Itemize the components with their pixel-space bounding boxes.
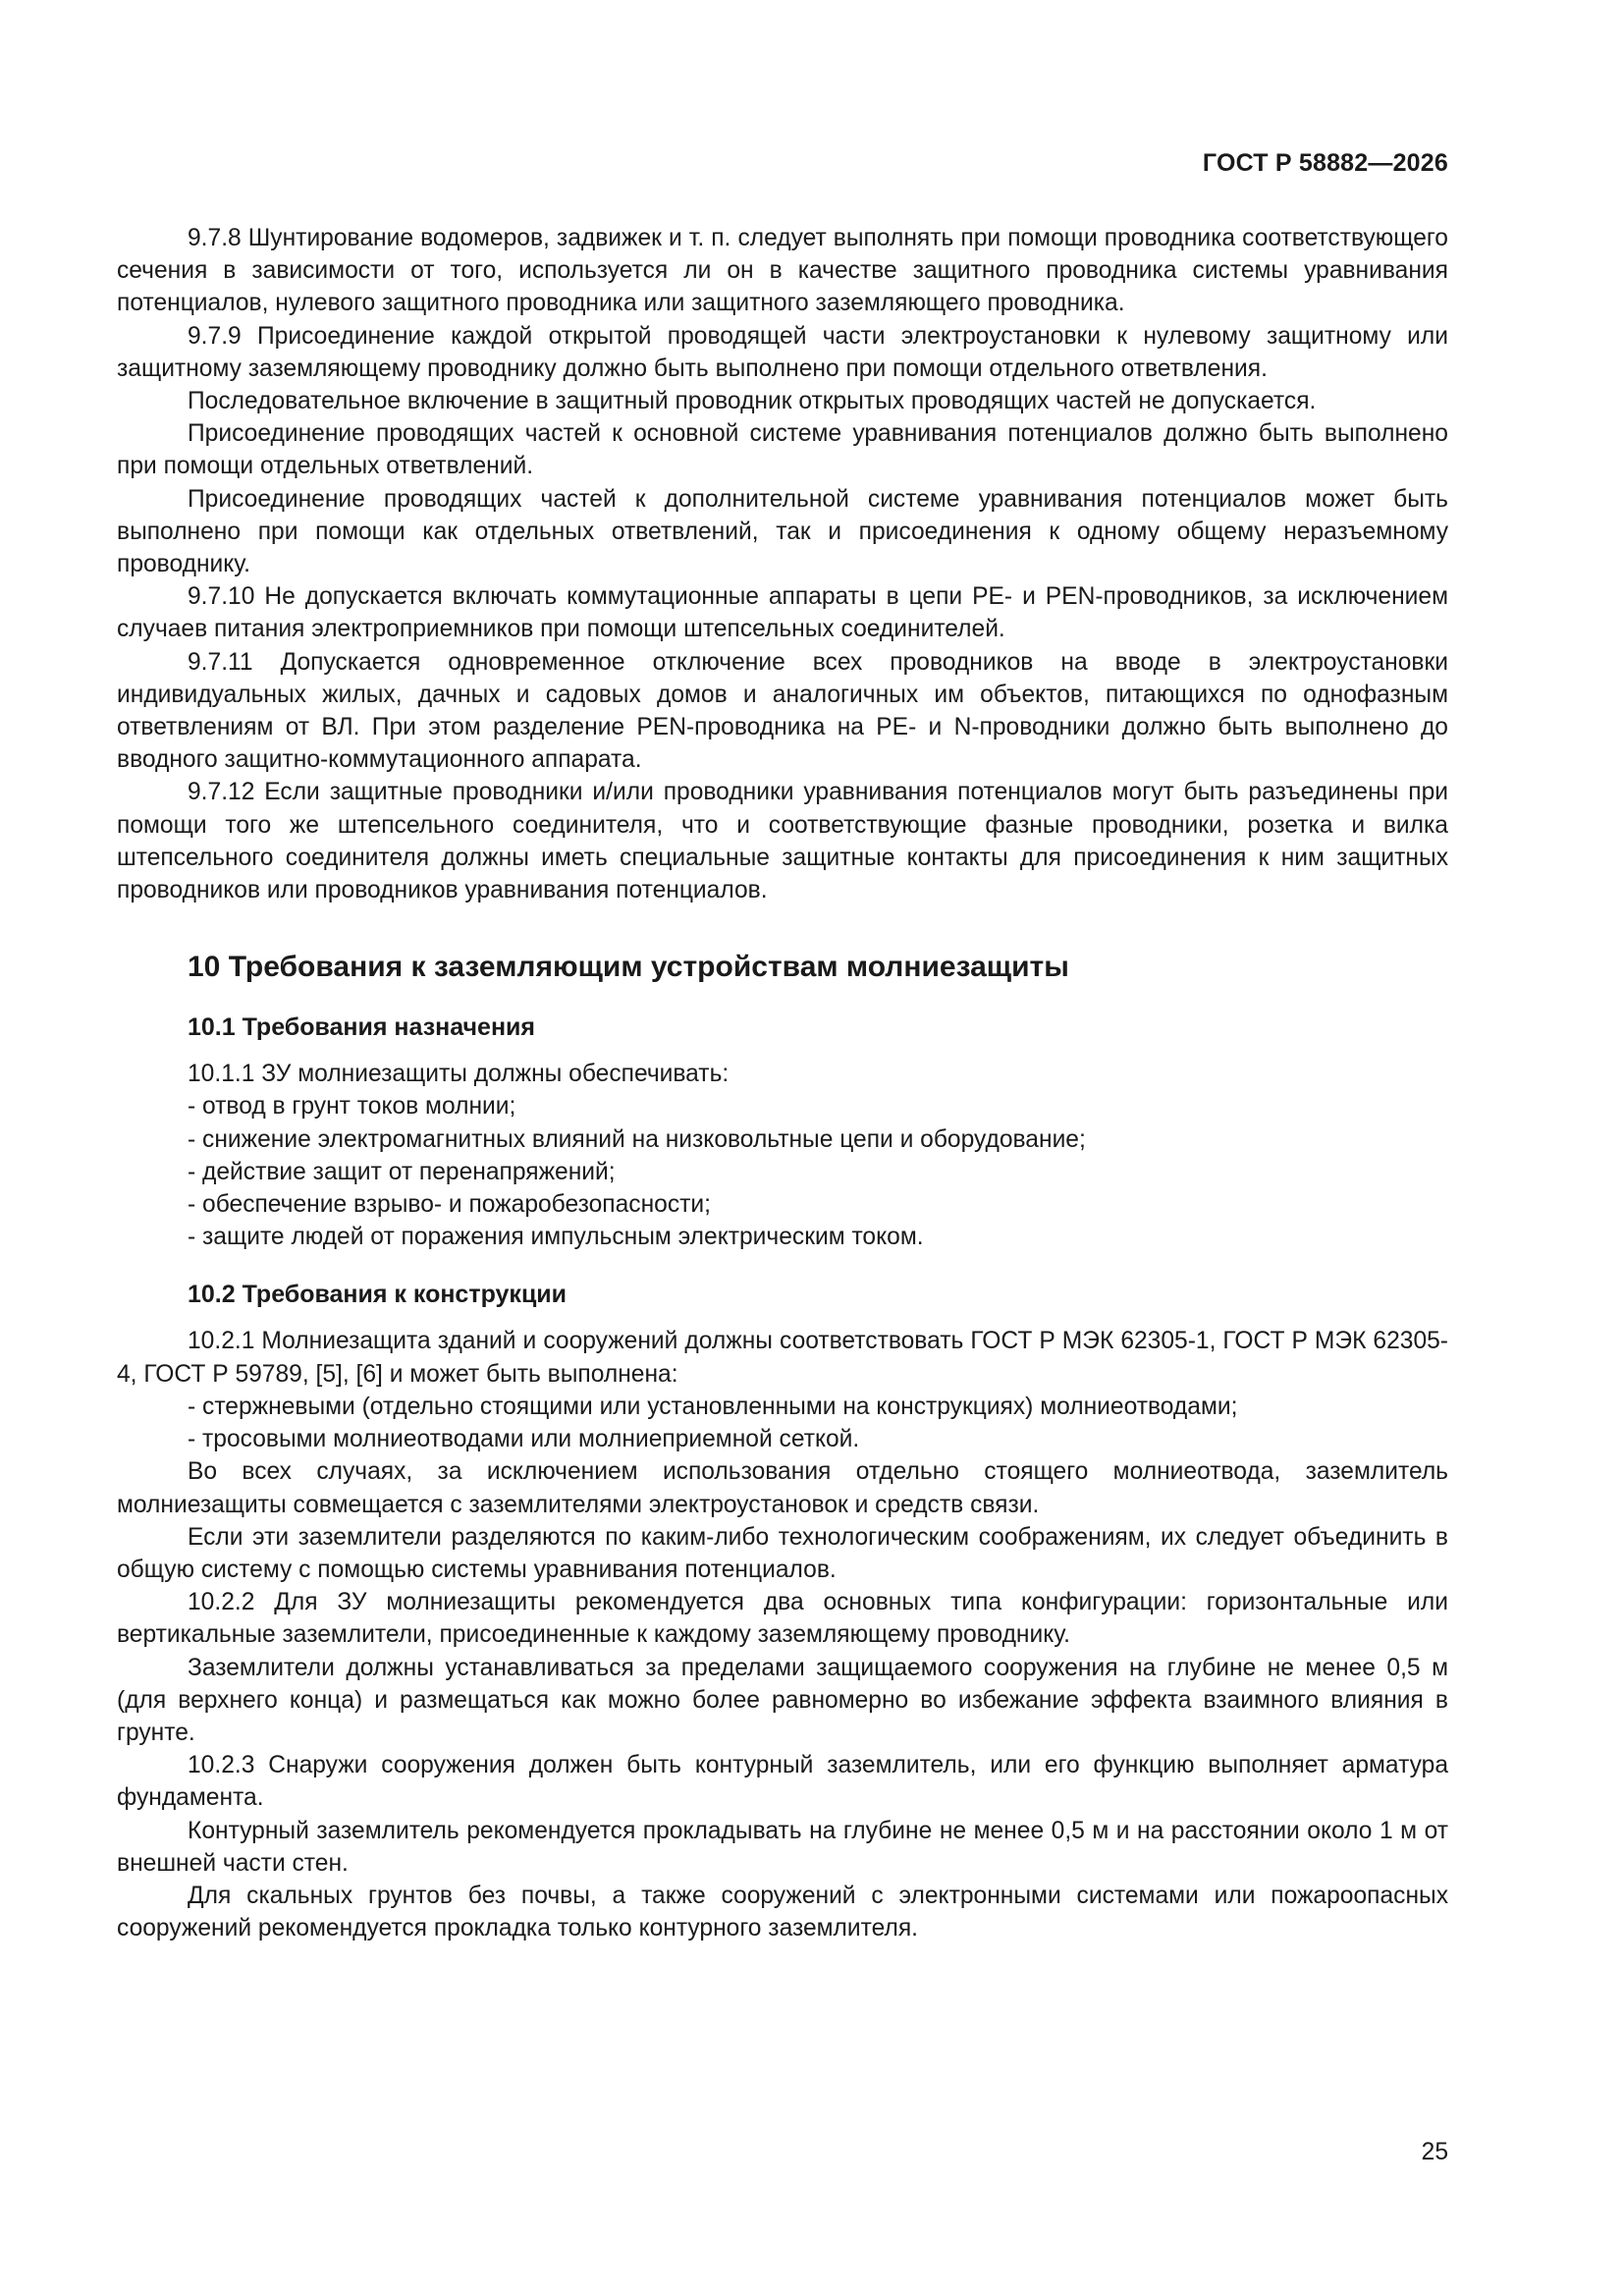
paragraph: Для скальных грунтов без почвы, а также сооружений с электронными системами или пожароопасных сооружений рекомендуется прокладка только контурного заземлителя. xyxy=(117,1882,1448,1942)
document-header: ГОСТ Р 58882—2026 xyxy=(1202,149,1448,177)
subsection-heading-10-2: 10.2 Требования к конструкции xyxy=(188,1281,568,1309)
list-item: - тросовыми молниеотводами или молниеприемной сеткой. xyxy=(188,1426,860,1453)
list-item: - действие защит от перенапряжений; xyxy=(188,1158,616,1185)
list-item: - обеспечение взрыво- и пожаробезопасности; xyxy=(188,1191,711,1219)
paragraph: Присоединение проводящих частей к основной системе уравнивания потенциалов должно быть выполнено при помощи отдельных ответвлений. xyxy=(117,420,1448,480)
paragraph-9-7-8: 9.7.8 Шунтирование водомеров, задвижек и т. п. следует выполнять при помощи проводника соответствующего сечения в зависимости от того, используется ли он в качестве защитного проводника системы уравнивания потенциалов, нулевого защитного проводника или защитного заземляющего проводника. xyxy=(117,225,1448,317)
paragraph: Контурный заземлитель рекомендуется прокладывать на глубине не менее 0,5 м и на расстоянии около 1 м от внешней части стен. xyxy=(117,1817,1448,1877)
paragraph-10-2-2: 10.2.2 Для ЗУ молниезащиты рекомендуется два основных типа конфигурации: горизонтальные или вертикальные заземлители, присоединенные к каждому заземляющему проводнику. xyxy=(117,1589,1448,1649)
paragraph-9-7-12: 9.7.12 Если защитные проводники и/или проводники уравнивания потенциалов могут быть разъединены при помощи того же штепсельного соединителя, что и соответствующие фазные проводники, розетка и вилка штепсельного соединителя должны иметь специальные защитные контакты для присоединения к ним защитных проводников или проводников уравнивания потенциалов. xyxy=(117,779,1448,904)
paragraph: Во всех случаях, за исключением использования отдельно стоящего молниеотвода, заземлитель молниезащиты совмещается с заземлителями электроустановок и средств связи. xyxy=(117,1458,1448,1518)
section-heading-10: 10 Требования к заземляющим устройствам молниезащиты xyxy=(188,951,1069,984)
subsection-heading-10-1: 10.1 Требования назначения xyxy=(188,1013,536,1042)
list-item: - снижение электромагнитных влияний на низковольтные цепи и оборудование; xyxy=(188,1125,1086,1153)
page-content xyxy=(117,222,1448,1944)
paragraph-9-7-10: 9.7.10 Не допускается включать коммутационные аппараты в цепи РЕ- и PEN-проводников, за исключением случаев питания электроприемников при помощи штепсельных соединителей. xyxy=(117,583,1448,643)
paragraph-10-1-1: 10.1.1 ЗУ молниезащиты должны обеспечивать: xyxy=(188,1061,730,1088)
list-item: - защите людей от поражения импульсным электрическим током. xyxy=(188,1224,924,1251)
paragraph-9-7-9: 9.7.9 Присоединение каждой открытой проводящей части электроустановки к нулевому защитному или защитному заземляющему проводнику должно быть выполнено при помощи отдельного ответвления. xyxy=(117,322,1448,382)
paragraph: Заземлители должны устанавливаться за пределами защищаемого сооружения на глубине не менее 0,5 м (для верхнего конца) и размещаться как можно более равномерно во избежание эффекта взаимного влияния в грунте. xyxy=(117,1654,1448,1746)
list-item: - стержневыми (отдельно стоящими или установленными на конструкциях) молниеотводами; xyxy=(188,1393,1238,1420)
list-item: - отвод в грунт токов молнии; xyxy=(188,1093,516,1121)
paragraph-10-2-3: 10.2.3 Снаружи сооружения должен быть контурный заземлитель, или его функцию выполняет арматура фундамента. xyxy=(117,1752,1448,1812)
paragraph-9-7-11: 9.7.11 Допускается одновременное отключение всех проводников на вводе в электроустановки индивидуальных жилых, дачных и садовых домов и аналогичных им объектов, питающихся по однофазным ответвлениям от ВЛ. При этом разделение PEN-проводника на РЕ- и N-проводники должно быть выполнено до вводного защитно-коммутационного аппарата. xyxy=(117,648,1448,774)
paragraph-10-2-1: 10.2.1 Молниезащита зданий и сооружений должны соответствовать ГОСТ Р МЭК 62305-1, ГОСТ Р МЭК 62305-4, ГОСТ Р 59789, [5], [6] и может быть выполнена: xyxy=(117,1328,1448,1388)
paragraph: Присоединение проводящих частей к дополнительной системе уравнивания потенциалов может быть выполнено при помощи как отдельных ответвлений, так и присоединения к одному общему неразъемному проводнику. xyxy=(117,485,1448,578)
page-number: 25 xyxy=(1421,2139,1448,2165)
paragraph: Последовательное включение в защитный проводник открытых проводящих частей не допускается. xyxy=(188,388,1317,415)
paragraph: Если эти заземлители разделяются по каким-либо технологическим соображениям, их следует объединить в общую систему с помощью системы уравнивания потенциалов. xyxy=(117,1523,1448,1583)
